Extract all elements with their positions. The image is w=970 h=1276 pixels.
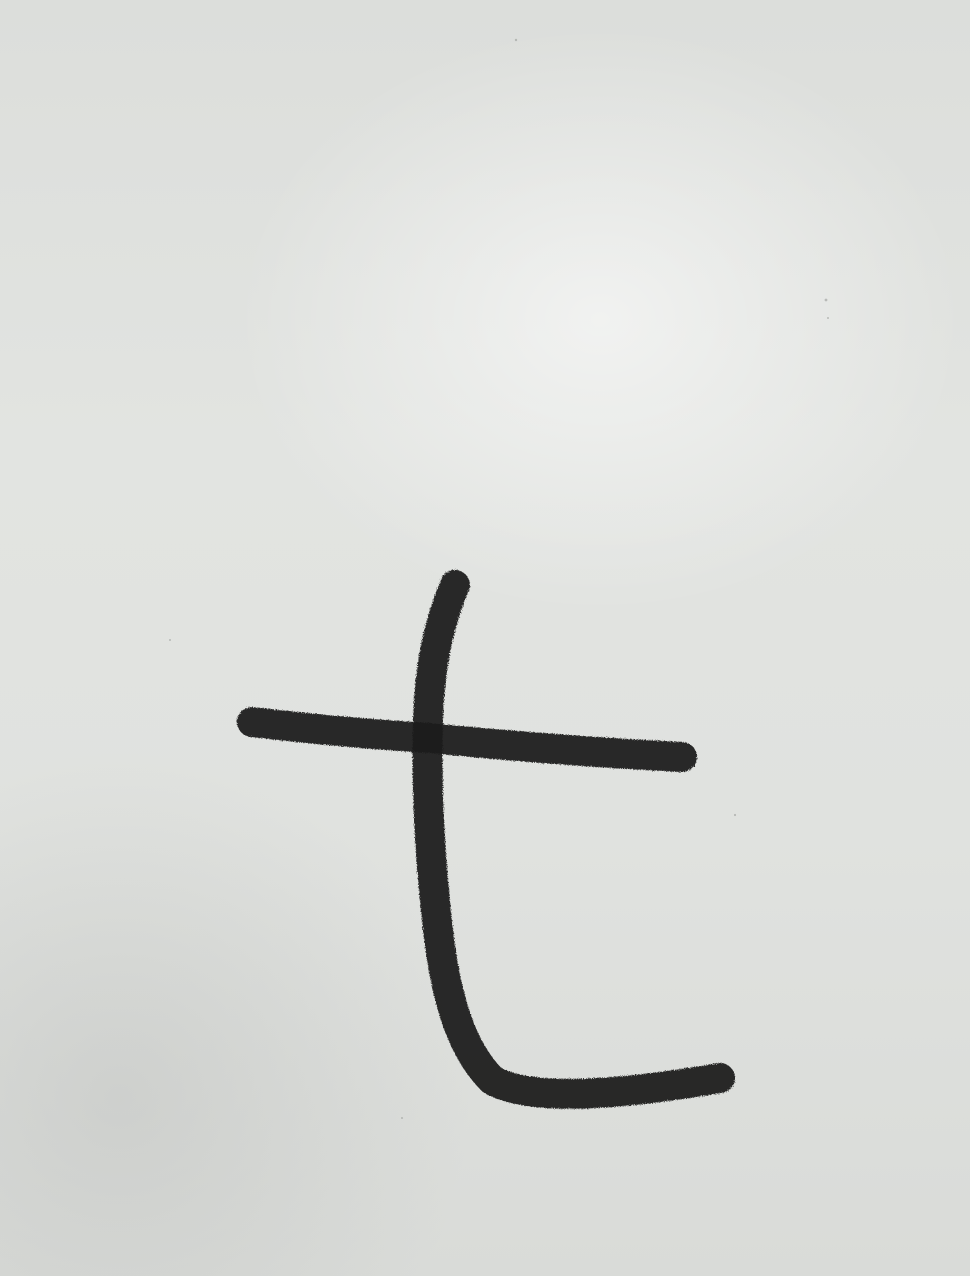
paper-specks (169, 39, 829, 1119)
letter-crossbar-stroke (252, 722, 682, 757)
letter-stem-stroke (427, 585, 720, 1094)
